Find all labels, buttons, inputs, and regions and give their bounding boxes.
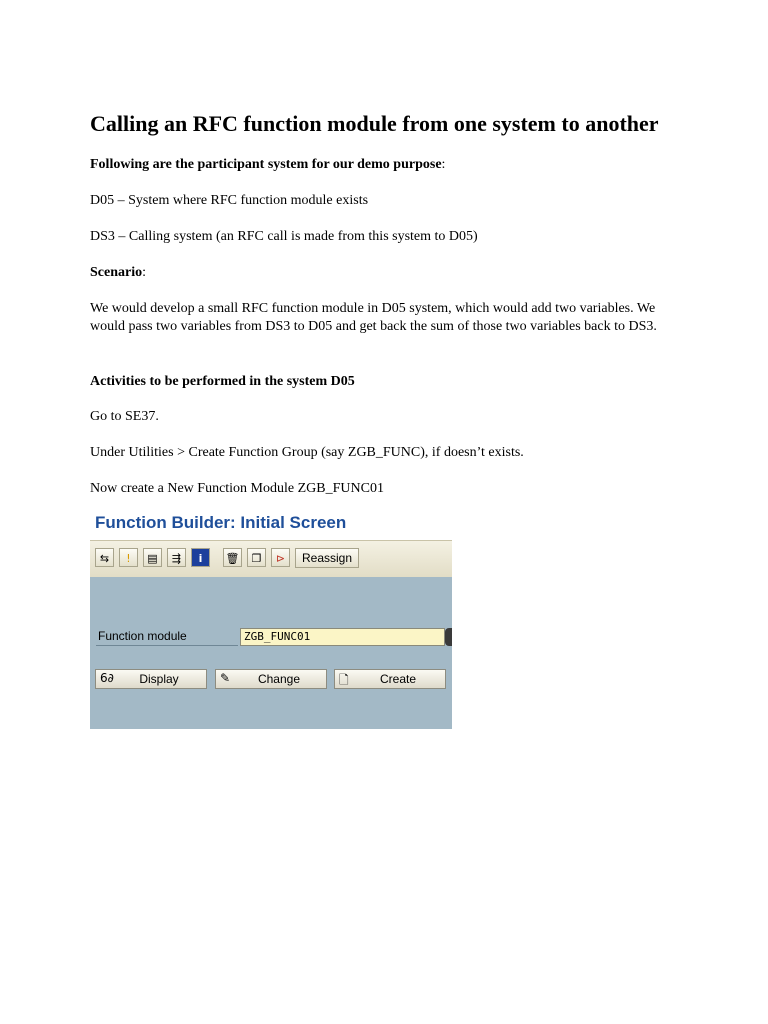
sap-toolbar	[90, 540, 452, 578]
label-underline	[96, 645, 238, 646]
active-icon[interactable]: !	[119, 548, 138, 567]
new-document-icon: 🗋	[339, 673, 349, 687]
change-button[interactable]	[215, 669, 327, 689]
glasses-icon: 6∂	[100, 671, 114, 685]
step-go-to-se37: Go to SE37.	[90, 409, 159, 424]
input-search-help-edge[interactable]	[445, 628, 452, 646]
scenario-colon: :	[142, 265, 146, 280]
function-module-label: Function module	[98, 629, 187, 643]
display-button[interactable]	[95, 669, 207, 689]
activities-heading: Activities to be performed in the system D05	[90, 374, 355, 389]
info-icon[interactable]: i	[191, 548, 210, 567]
display-object-list-icon[interactable]: ▤	[143, 548, 162, 567]
sap-function-builder-screenshot	[90, 508, 452, 729]
sap-screen-body	[90, 577, 452, 729]
copy-icon[interactable]: ❐	[247, 548, 266, 567]
intro-bold-text: Following are the participant system for our demo purpose	[90, 157, 442, 172]
sap-screen-title: Function Builder: Initial Screen	[95, 513, 347, 532]
ds3-description: DS3 – Calling system (an RFC call is made from this system to D05)	[90, 229, 478, 244]
create-button-label: Create	[379, 672, 417, 686]
display-button-label: Display	[139, 672, 179, 686]
test-icon[interactable]: ⊳	[271, 548, 290, 567]
scenario-text: We would develop a small RFC function module in D05 system, which would add two variables. We would pass two variables from DS3 to D05 and get back the sum of those two variables back to DS3.	[90, 301, 657, 334]
intro-colon: :	[441, 157, 446, 172]
step-create-function-module: Now create a New Function Module ZGB_FUNC01	[90, 481, 384, 496]
step-create-function-group: Under Utilities > Create Function Group (say ZGB_FUNC), if doesn’t exists.	[90, 445, 524, 460]
reassign-button[interactable]: Reassign	[295, 548, 359, 568]
d05-description: D05 – System where RFC function module exists	[90, 193, 369, 208]
delete-icon[interactable]: 🗑	[223, 548, 242, 567]
other-object-icon[interactable]: ⇆	[95, 548, 114, 567]
intro-paragraph	[90, 156, 445, 174]
pencil-icon: ✎	[220, 671, 231, 685]
scenario-label: Scenario	[90, 265, 143, 280]
change-button-label: Change	[257, 672, 301, 686]
scenario-heading	[90, 264, 146, 282]
function-module-input[interactable]: ZGB_FUNC01	[240, 628, 445, 646]
create-button[interactable]	[334, 669, 446, 689]
where-used-icon[interactable]: ⇶	[167, 548, 186, 567]
page-title: Calling an RFC function module from one system to another	[90, 111, 659, 136]
